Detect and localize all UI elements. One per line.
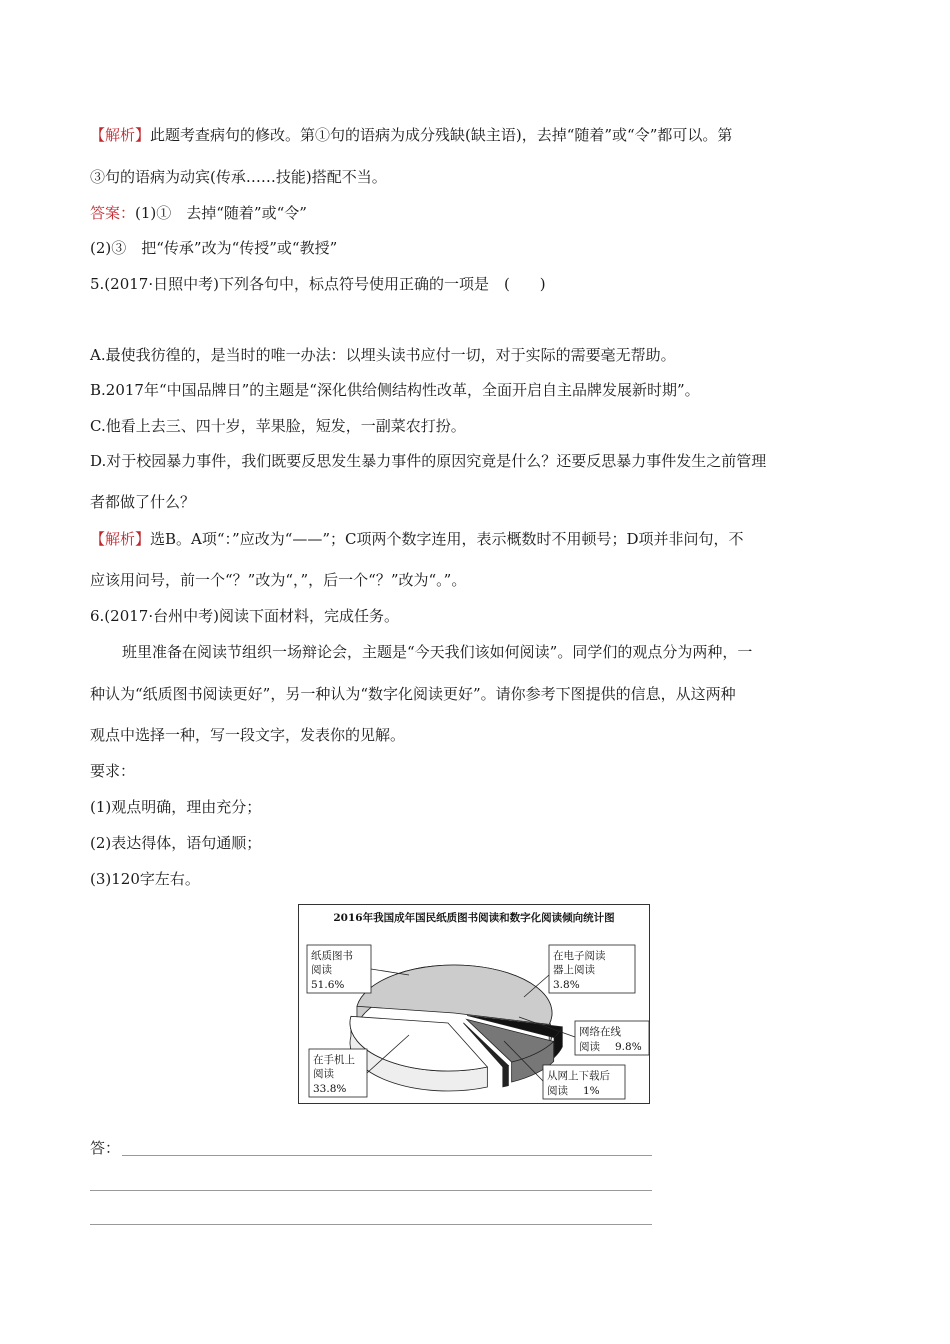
question6-paragraph-line3: 观点中选择一种，写一段文字，发表你的见解。 [90, 726, 406, 744]
question6-requirement-1: (1)观点明确，理由充分； [90, 798, 262, 816]
slice-value: 9.8% [615, 1041, 642, 1053]
question6-paragraph-line1: 班里准备在阅读节组织一场辩论会，主题是“今天我们该如何阅读”。同学们的观点分为两种，一 [122, 643, 753, 661]
question5-option-b: B.2017年“中国品牌日”的主题是“深化供给侧结构性改革，全面开启自主品牌发展新时期”。 [90, 381, 700, 399]
pie-chart-svg [299, 905, 649, 1103]
analysis1-line1 [90, 125, 732, 145]
slice-label: 阅读 [547, 1085, 568, 1097]
question6-paragraph-line2: 种认为“纸质图书阅读更好”，另一种认为“数字化阅读更好”。请你参考下图提供的信息，从这两种 [90, 685, 736, 703]
slice-value: 1% [583, 1085, 600, 1097]
slice-label: 在手机上 [313, 1054, 355, 1066]
pie-chart [298, 904, 650, 1104]
question5-option-d-line1: D.对于校园暴力事件，我们既要反思发生暴力事件的原因究竟是什么？还要反思暴力事件发生之前管理 [90, 452, 767, 470]
analysis-text: 选B。A项“：”应改为“——”；C项两个数字连用，表示概数时不用顿号；D项并非问句，不 [150, 530, 744, 548]
question5-option-c: C.他看上去三、四十岁，苹果脸，短发，一副菜农打扮。 [90, 417, 466, 435]
question6-requirement-2: (2)表达得体，语句通顺； [90, 834, 262, 852]
analysis-tag: 【解析】 [90, 530, 151, 548]
slice-label: 阅读 [311, 964, 332, 976]
question6-requirement-3: (3)120字左右。 [90, 870, 200, 888]
slice-value: 51.6% [311, 979, 345, 991]
pie-slice [357, 965, 552, 1024]
pie-slice-side [503, 1066, 509, 1087]
slice-label: 在电子阅读 [553, 950, 606, 962]
slice-label: 纸质图书 [311, 950, 353, 962]
answer-line-1[interactable] [122, 1155, 652, 1156]
answer-line-3[interactable] [90, 1224, 652, 1225]
slice-label: 阅读 [313, 1068, 334, 1080]
slice-label: 从网上下载后 [547, 1070, 610, 1082]
answer1-line2: (2)③ 把“传承”改为“传授”或“教授” [90, 239, 338, 257]
answer-label: 答案： [90, 204, 136, 222]
slice-value: 3.8% [553, 979, 580, 991]
answer2-label: 答： [90, 1139, 121, 1157]
slice-value: 33.8% [313, 1083, 347, 1095]
slice-label: 器上阅读 [553, 964, 595, 976]
analysis2-line1 [90, 529, 744, 549]
answer-line-2[interactable] [90, 1190, 652, 1191]
slice-label: 阅读 [579, 1041, 600, 1053]
analysis-text: 此题考查病句的修改。第①句的语病为成分残缺(缺主语)，去掉“随着”或“令”都可以。第 [150, 126, 733, 144]
answer1-line1 [90, 203, 307, 223]
analysis2-line2: 应该用问号，前一个“？”改为“，”，后一个“？”改为“。”。 [90, 571, 467, 589]
chart-title: 2016年我国成年国民纸质图书阅读和数字化阅读倾向统计图 [333, 912, 615, 924]
analysis-tag: 【解析】 [90, 126, 151, 144]
question6-stem: 6.(2017·台州中考)阅读下面材料，完成任务。 [90, 607, 399, 625]
analysis1-line2: ③句的语病为动宾(传承……技能)搭配不当。 [90, 168, 387, 186]
slice-label: 网络在线 [579, 1026, 621, 1038]
answer-item-1: (1)① 去掉“随着”或“令” [135, 204, 307, 222]
question5-option-a: A.最使我彷徨的，是当时的唯一办法：以埋头读书应付一切，对于实际的需要毫无帮助。 [90, 346, 676, 364]
question5-stem: 5.(2017·日照中考)下列各句中，标点符号使用正确的一项是 ( ) [90, 275, 546, 293]
question6-requirements: 要求： [90, 762, 136, 780]
question5-option-d-line2: 者都做了什么？ [90, 493, 196, 511]
